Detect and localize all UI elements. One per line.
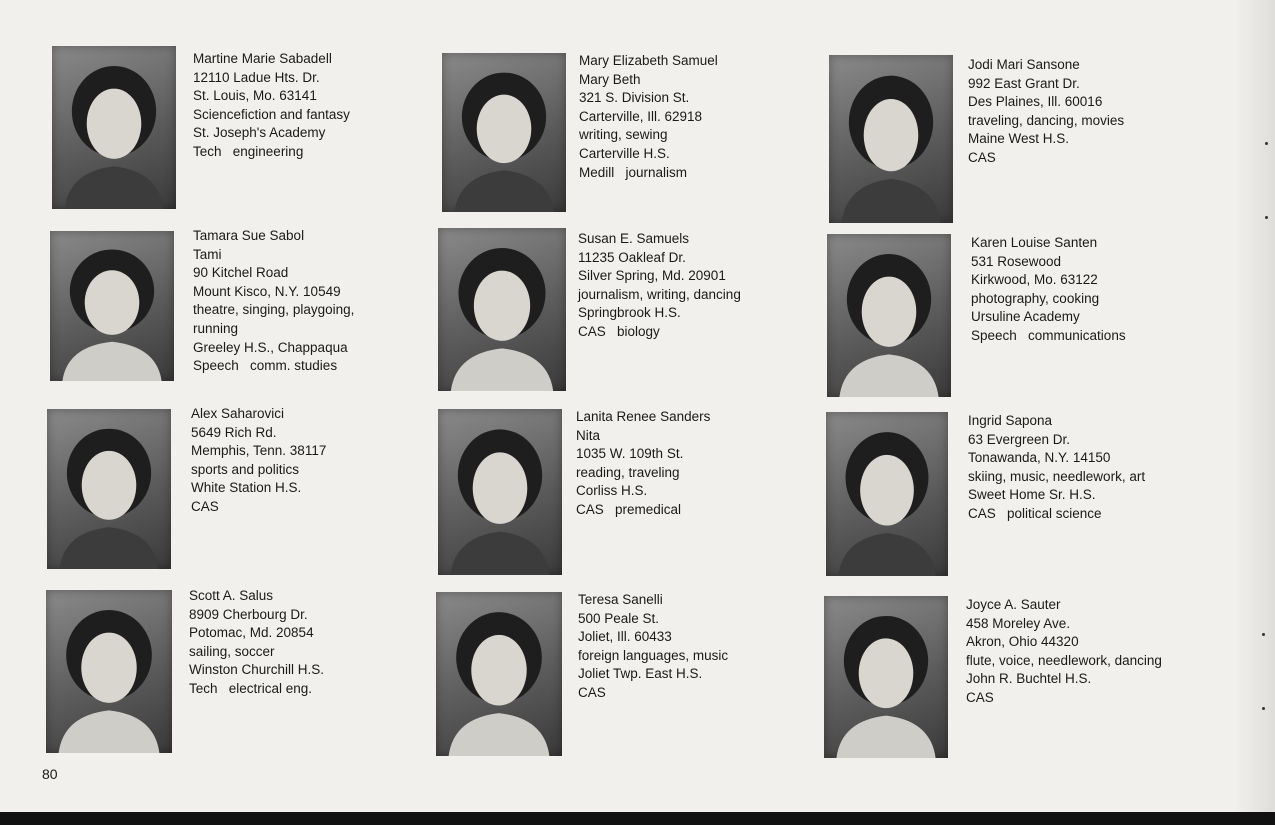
student-name: Karen Louise Santen <box>971 235 1098 250</box>
student-entry-samuel <box>579 52 718 182</box>
student-detail: CAS biology <box>578 323 660 339</box>
student-entry-samuels <box>578 230 741 342</box>
student-detail: Potomac, Md. 20854 <box>189 625 314 641</box>
face-shape <box>85 270 140 335</box>
student-detail: Kirkwood, Mo. 63122 <box>971 272 1098 288</box>
student-detail: John R. Buchtel H.S. <box>966 671 1092 687</box>
portrait-photo-saharovici <box>47 409 171 569</box>
shoulders-shape <box>450 532 549 575</box>
student-detail: 992 East Grant Dr. <box>968 75 1080 91</box>
scan-bottom-edge <box>0 812 1275 825</box>
margin-mark <box>1265 142 1268 145</box>
gutter-shade <box>1235 0 1275 812</box>
student-detail: Tech electrical eng. <box>189 680 313 696</box>
portrait-silhouette <box>438 228 566 391</box>
student-name: Joyce A. Sauter <box>966 597 1061 612</box>
student-detail: Mount Kisco, N.Y. 10549 <box>193 283 341 299</box>
student-name: Alex Saharovici <box>191 406 285 421</box>
shoulders-shape <box>454 170 553 212</box>
shoulders-shape <box>64 166 163 209</box>
portrait-photo-samuel <box>442 53 566 212</box>
shoulders-shape <box>836 716 935 758</box>
face-shape <box>862 277 917 347</box>
shoulders-shape <box>59 710 160 753</box>
shoulders-shape <box>841 179 940 223</box>
face-shape <box>81 633 136 703</box>
student-detail: Greeley H.S., Chappaqua <box>193 339 348 355</box>
student-detail: Des Plaines, Ill. 60016 <box>968 94 1103 110</box>
student-detail: CAS <box>968 149 996 165</box>
portrait-photo-sanders <box>438 409 562 575</box>
shoulders-shape <box>838 533 936 576</box>
student-detail: 63 Evergreen Dr. <box>968 431 1071 447</box>
student-detail: 8909 Cherbourg Dr. <box>189 606 308 622</box>
student-name: Teresa Sanelli <box>578 592 663 607</box>
face-shape <box>471 635 526 706</box>
student-detail: Sciencefiction and fantasy <box>193 106 350 122</box>
student-detail: Ursuline Academy <box>971 309 1080 325</box>
student-name: Mary Elizabeth Samuel <box>579 53 718 68</box>
margin-mark <box>1262 633 1265 636</box>
student-detail: Maine West H.S. <box>968 131 1070 147</box>
portrait-photo-sabadell <box>52 46 176 209</box>
shoulders-shape <box>839 354 938 397</box>
student-detail: 90 Kitchel Road <box>193 265 289 281</box>
student-entry-saharovici <box>191 405 326 517</box>
student-entry-salus <box>189 587 324 699</box>
student-detail: Memphis, Tenn. 38117 <box>191 443 327 459</box>
portrait-photo-santen <box>827 234 951 397</box>
student-detail: Tech engineering <box>193 143 304 159</box>
student-detail: CAS <box>191 498 219 514</box>
student-detail: Sweet Home Sr. H.S. <box>968 487 1096 503</box>
portrait-silhouette <box>436 592 562 756</box>
portrait-photo-sapona <box>826 412 948 576</box>
student-detail: 1035 W. 109th St. <box>576 446 684 462</box>
student-detail: St. Joseph's Academy <box>193 125 326 141</box>
face-shape <box>477 95 532 163</box>
student-detail: Speech communications <box>971 327 1126 343</box>
student-detail: foreign languages, music <box>578 647 729 663</box>
student-name: Jodi Mari Sansone <box>968 57 1080 72</box>
student-detail: Tami <box>193 246 222 262</box>
portrait-silhouette <box>438 409 562 575</box>
face-shape <box>473 452 528 524</box>
student-detail: sports and politics <box>191 461 300 477</box>
student-detail: CAS <box>966 689 994 705</box>
student-detail: photography, cooking <box>971 290 1100 306</box>
student-detail: reading, traveling <box>576 464 680 480</box>
student-entry-sabol <box>193 227 354 376</box>
student-entry-sanelli <box>578 591 728 703</box>
portrait-silhouette <box>47 409 171 569</box>
portrait-silhouette <box>50 231 174 381</box>
portrait-photo-sansone <box>829 55 953 223</box>
student-detail: CAS political science <box>968 505 1102 521</box>
face-shape <box>860 455 914 526</box>
portrait-photo-samuels <box>438 228 566 391</box>
student-detail: Joliet, Ill. 60433 <box>578 629 672 645</box>
face-shape <box>82 451 137 520</box>
student-name: Ingrid Sapona <box>968 413 1053 428</box>
student-detail: CAS premedical <box>576 501 682 517</box>
face-shape <box>864 99 919 171</box>
student-detail: running <box>193 320 239 336</box>
face-shape <box>474 271 530 341</box>
student-entry-sapona <box>968 412 1145 524</box>
student-detail: 5649 Rich Rd. <box>191 424 277 440</box>
shoulders-shape <box>59 527 158 569</box>
portrait-silhouette <box>829 55 953 223</box>
shoulders-shape <box>451 348 553 391</box>
student-detail: Winston Churchill H.S. <box>189 662 325 678</box>
student-detail: Joliet Twp. East H.S. <box>578 666 703 682</box>
student-detail: writing, sewing <box>579 127 668 143</box>
student-detail: 531 Rosewood <box>971 253 1062 269</box>
shoulders-shape <box>449 713 550 756</box>
student-detail: Akron, Ohio 44320 <box>966 634 1079 650</box>
portrait-photo-sauter <box>824 596 948 758</box>
student-detail: flute, voice, needlework, dancing <box>966 652 1162 668</box>
student-detail: Nita <box>576 427 601 443</box>
portrait-silhouette <box>826 412 948 576</box>
student-detail: sailing, soccer <box>189 643 275 659</box>
margin-mark <box>1265 216 1268 219</box>
student-detail: Carterville, Ill. 62918 <box>579 108 703 124</box>
student-name: Tamara Sue Sabol <box>193 228 305 243</box>
student-detail: Silver Spring, Md. 20901 <box>578 268 726 284</box>
portrait-silhouette <box>52 46 176 209</box>
student-detail: skiing, music, needlework, art <box>968 468 1146 484</box>
student-detail: St. Louis, Mo. 63141 <box>193 88 317 104</box>
student-detail: Carterville H.S. <box>579 145 670 161</box>
student-entry-sansone <box>968 56 1124 168</box>
portrait-silhouette <box>827 234 951 397</box>
student-name: Susan E. Samuels <box>578 231 690 246</box>
student-name: Scott A. Salus <box>189 588 274 603</box>
face-shape <box>859 638 914 708</box>
student-name: Lanita Renee Sanders <box>576 409 711 424</box>
student-detail: 458 Moreley Ave. <box>966 615 1071 631</box>
student-entry-sanders <box>576 408 710 520</box>
student-detail: 11235 Oakleaf Dr. <box>578 249 686 265</box>
student-detail: traveling, dancing, movies <box>968 112 1125 128</box>
student-entry-santen <box>971 234 1126 346</box>
student-detail: Tonawanda, N.Y. 14150 <box>968 450 1111 466</box>
student-detail: Mary Beth <box>579 71 641 87</box>
student-entry-sabadell <box>193 50 350 162</box>
shoulders-shape <box>62 342 161 381</box>
page-number: 80 <box>42 766 58 782</box>
margin-mark <box>1262 707 1265 710</box>
portrait-photo-salus <box>46 590 172 753</box>
student-detail: 12110 Ladue Hts. Dr. <box>193 69 320 85</box>
portrait-silhouette <box>442 53 566 212</box>
student-detail: Corliss H.S. <box>576 483 648 499</box>
portrait-silhouette <box>46 590 172 753</box>
student-detail: 500 Peale St. <box>578 610 660 626</box>
student-detail: 321 S. Division St. <box>579 90 690 106</box>
student-name: Martine Marie Sabadell <box>193 51 332 66</box>
face-shape <box>87 89 142 159</box>
student-entry-sauter <box>966 596 1162 708</box>
student-detail: theatre, singing, playgoing, <box>193 302 355 318</box>
student-detail: Springbrook H.S. <box>578 305 681 321</box>
portrait-photo-sabol <box>50 231 174 381</box>
portrait-silhouette <box>824 596 948 758</box>
student-detail: Medill journalism <box>579 164 688 180</box>
student-detail: White Station H.S. <box>191 480 302 496</box>
student-detail: CAS <box>578 684 606 700</box>
portrait-photo-sanelli <box>436 592 562 756</box>
student-detail: Speech comm. studies <box>193 358 338 374</box>
student-detail: journalism, writing, dancing <box>578 286 741 302</box>
